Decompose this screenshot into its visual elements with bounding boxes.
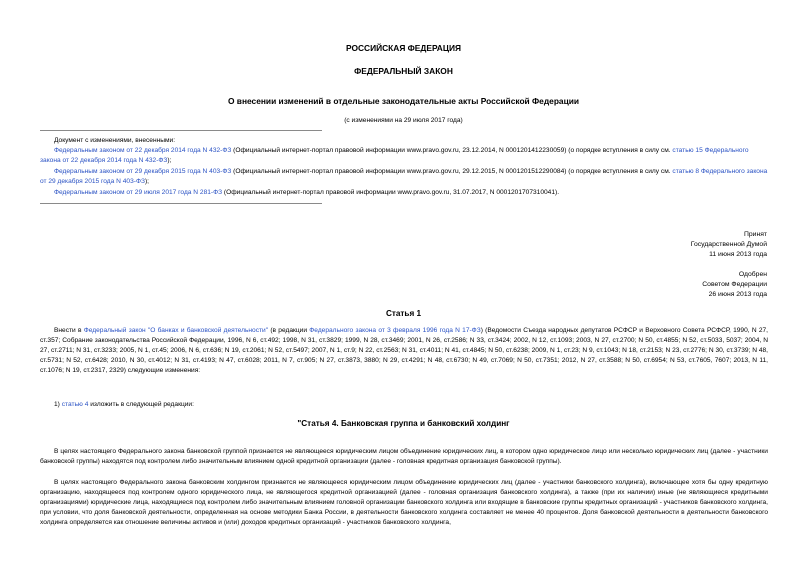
article-1-heading: Статья 1 xyxy=(385,309,422,318)
amendment-text: (Официальный интернет-портал правовой информации www.pravo.gov.ru, 31.07.2017, N 0001201707310041). xyxy=(222,189,560,196)
amendment-law-link[interactable]: Федерального закона от 29 декабря 2015 года N 403-ФЗ xyxy=(40,168,768,185)
adopted-date: 11 июня 2013 года xyxy=(709,251,767,258)
amendment-item xyxy=(40,167,768,187)
article-4-para-2: В целях настоящего Федерального закона банковским холдингом признается не являющееся юридическим лицом объединение юридических лиц (далее - участники банковского холдинга), включающее хотя бы одну кредитную организацию, находящееся под контролем одного юридического лица, не являющегося кредитной организацией (далее - головная организация банковского холдинга), а также (при их наличии) иные (не являющиеся кредитными организациями) юридические лица, находящиеся под контролем либо значительным влиянием головной организации банковского холдинга или входящие в банковские группы кредитных организаций - участников банковского холдинга, при условии, что доля банковской деятельности, определенная на основе методики Банка России, в деятельности банковского холдинга составляет не менее 40 процентов. Доля банковской деятельности в деятельности банковского холдинга определяется как отношение величины активов и (или) доходов кредитных организаций - участников банковского холдинга, xyxy=(40,479,768,526)
amendment-text: (Официальный интернет-портал правовой информации www.pravo.gov.ru, 23.12.2014, N 0001201412230059) (о порядке вступления в силу см. xyxy=(231,147,673,154)
revision-note: (с изменениями на 29 июля 2017 года) xyxy=(344,117,463,124)
article-4-para-1: В целях настоящего Федерального закона банковской группой признается не являющееся юридическим лицом объединение юридических лиц, в котором одно юридическое лицо или несколько юридических лиц (далее - участники банковской группы) находятся под контролем либо значительным влиянием одной кредитной организации (далее - головная кредитная организация банковской группы). xyxy=(40,448,768,465)
approved-by: Советом Федерации xyxy=(702,281,767,288)
adoption-block xyxy=(691,230,767,300)
adopted-label: Принят xyxy=(743,231,767,238)
amendment-link[interactable]: Федеральным законом от 29 декабря 2015 года N 403-ФЗ xyxy=(54,168,232,175)
article-4-link[interactable]: статью 4 xyxy=(61,401,89,408)
amendment-tail: ); xyxy=(167,157,172,164)
divider-bottom xyxy=(40,203,322,204)
amendments-intro: Документ с изменениями, внесенными: xyxy=(54,137,176,144)
page-title: О внесении изменений в отдельные законодательные акты Российской Федерации xyxy=(227,96,580,106)
amendment-law-link[interactable]: Федерального закона от 22 декабря 2014 года N 432-ФЗ xyxy=(40,147,749,164)
amendment-article-link[interactable]: статью 8 xyxy=(672,168,700,175)
item-text: изложить в следующей редакции: xyxy=(88,401,194,408)
divider-top xyxy=(40,130,322,131)
intro-rest: ) (Ведомости Съезда народных депутатов РСФСР и Верховного Совета РСФСР, 1990, N 27, ст.357; Собрание законодательства Российской Федерации, 1996, N 6, ст.492; 1998, N 31, ст.3829; 1999, N 28, ст.3469; 2001, N 26, ст.2586; N 33, ст.3424; 2002, N 12, ст.1093; 2003, N 27, ст.2700; N 50, ст.4855; N 52, ст.5033, 5037; 2004, N 27, ст.2711; N 31, ст.3233; 2005, N 1, ст.45; 2006, N 6, ст.636; N 19, ст.2061; N 52, ст.5497; 2007, N 1, ст.9; N 22, ст.2563; N 31, ст.4011; N 41, ст.4845; N 50, ст.6238; 2009, N 1, ст.23; N 9, ст.1043; N 18, ст.2153; N 23, ст.2776; N 30, ст.3739; N 48, ст.5731; N 52, ст.6428; 2010, N 30, ст.4012; N 31, ст.4193; N 47, ст.6028; 2011, N 7, ст.905; N 27, ст.3873, 3880; N 29, ст.4291; N 48, ст.6730; N 49, ст.7069; N 50, ст.7351; 2012, N 27, ст.3588; N 50, ст.6954; N 53, ст.7605, 7607; 2013, N 11, ст.1076; N 19, ст.2317, 2329) следующие изменения: xyxy=(40,327,769,374)
amendment-link[interactable]: Федеральным законом от 22 декабря 2014 года N 432-ФЗ xyxy=(54,147,232,154)
intro-mid: (в редакции xyxy=(268,327,310,334)
amendment-item xyxy=(40,188,768,198)
item-number: 1) xyxy=(54,401,62,408)
approved-label: Одобрен xyxy=(738,271,767,278)
article-4-heading: "Статья 4. Банковская группа и банковский холдинг xyxy=(297,419,510,428)
country-heading: РОССИЙСКАЯ ФЕДЕРАЦИЯ xyxy=(345,43,462,53)
amendment-link[interactable]: Федеральным законом от 29 июля 2017 года N 281-ФЗ xyxy=(54,189,223,196)
banking-law-link[interactable]: Федеральный закон "О банках и банковской деятельности" xyxy=(83,327,269,334)
article-1-intro xyxy=(40,326,768,376)
law-17fz-link[interactable]: Федерального закона от 3 февраля 1996 года N 17-ФЗ xyxy=(309,327,481,334)
amendment-article-link[interactable]: статью 15 xyxy=(672,147,703,154)
adopted-by: Государственной Думой xyxy=(690,241,767,248)
amendment-text: (Официальный интернет-портал правовой информации www.pravo.gov.ru, 29.12.2015, N 0001201512290084) (о порядке вступления в силу см. xyxy=(231,168,673,175)
amendment-tail: ); xyxy=(144,178,149,185)
intro-prefix: Внести в xyxy=(54,327,84,334)
law-type-heading: ФЕДЕРАЛЬНЫЙ ЗАКОН xyxy=(354,66,453,76)
approved-date: 26 июня 2013 года xyxy=(708,291,767,298)
article-1-item-1 xyxy=(54,399,194,410)
amendment-item xyxy=(40,146,768,166)
